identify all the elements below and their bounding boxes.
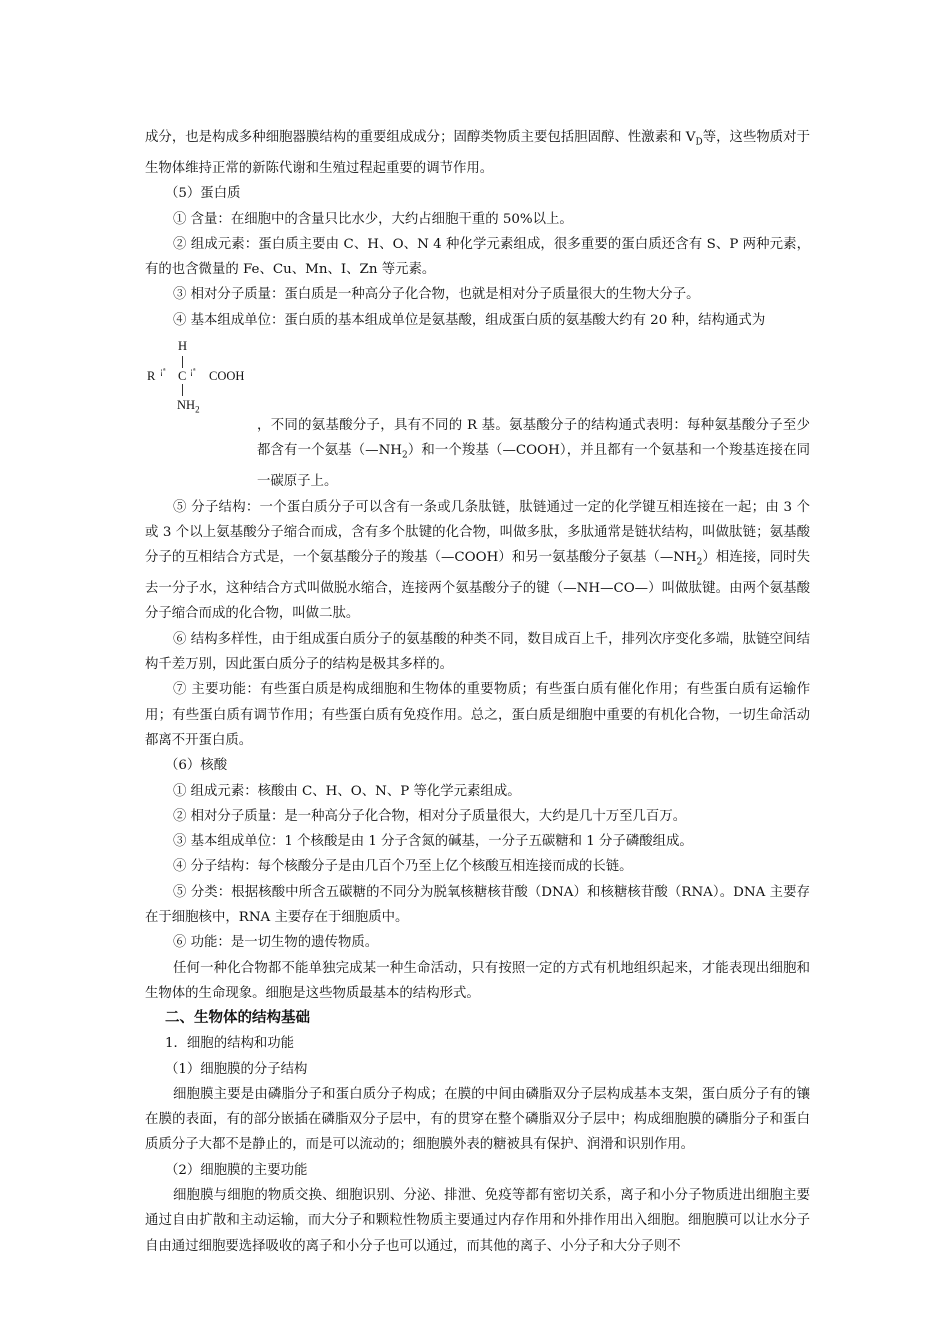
protein-elements: ② 组成元素：蛋白质主要由 C、H、O、N 4 种化学元素组成，很多重要的蛋白质还含有 S、P 两种元素，有的也含微量的 Fe、Cu、Mn、I、Zn 等元素。 <box>145 236 810 278</box>
structure-text-b: ）相连接，同时失去一分子水，这种结合方式叫做脱水缩合，连接两个氨基酸分子的键（—NH—CO—）叫做肽键。由两个氨基酸分子缩合而成的化合物，叫做二肽。 <box>145 550 811 622</box>
protein-diversity: ⑥ 结构多样性，由于组成蛋白质分子的氨基酸的种类不同，数目成百上千，排列次序变化多端，肽链空间结构千差万别，因此蛋白质分子的结构是极其多样的。 <box>145 631 810 673</box>
membrane-title: （1）细胞膜的分子结构 <box>165 1061 308 1077</box>
intro-subscript: D <box>695 137 703 148</box>
nucleic-title: （6）核酸 <box>165 758 228 774</box>
nucleic-classify: ⑤ 分类：根据核酸中所含五碳糖的不同分为脱氧核糖核苷酸（DNA）和核糖核苷酸（RNA）。DNA 主要存在于细胞核中，RNA 主要存在于细胞质中。 <box>145 884 810 926</box>
intro-text-a: 成分，也是构成多种细胞器膜结构的重要组成成分；固醇类物质主要包括胆固醇、性激素和 V <box>145 130 696 145</box>
formula-c: C <box>178 369 187 384</box>
nucleic-mass: ② 相对分子质量：是一种高分子化合物，相对分子质量很大，大约是几十万至几百万。 <box>173 808 687 824</box>
nucleic-unit: ③ 基本组成单位：1 个核酸是由 1 分子含氮的碱基，一分子五碳糖和 1 分子磷酸组成。 <box>173 834 693 850</box>
protein-structure <box>145 495 810 627</box>
protein-function: ⑦ 主要功能：有些蛋白质是构成细胞和生物体的重要物质；有些蛋白质有催化作用；有些蛋白质有运输作用；有些蛋白质有调节作用；有些蛋白质有免疫作用。总之，蛋白质是细胞中重要的有机化合物，一切生命活动都离不开蛋白质。 <box>145 682 810 748</box>
nucleic-structure: ④ 分子结构：每个核酸分子是由几百个乃至上亿个核酸互相连接而成的长链。 <box>173 859 633 875</box>
formula-nh: NH <box>177 398 196 413</box>
followup-text-a: ，不同的氨基酸分子，具有不同的 R 基。氨基酸分子的结构通式表明：每种氨基酸分子至少都含有一个氨基（—NH <box>257 418 810 459</box>
formula-bond-right: ¡ª <box>190 366 196 377</box>
formula-followup <box>145 413 810 495</box>
section-heading: 二、生物体的结构基础 <box>165 1010 310 1027</box>
document-page <box>145 125 810 1259</box>
formula-nh2 <box>177 398 200 415</box>
amino-acid-formula <box>145 333 810 413</box>
section-sub1: 1．细胞的结构和功能 <box>165 1036 295 1052</box>
formula-bond-bottom <box>182 384 183 396</box>
intro-paragraph <box>145 125 810 181</box>
followup-text-b: ）和一个羧基（—COOH），并且都有一个氨基和一个羧基连接在同一碳原子上。 <box>257 443 810 490</box>
protein-mass: ③ 相对分子质量：蛋白质是一种高分子化合物，也就是相对分子质量很大的生物大分子。 <box>173 287 700 303</box>
protein-content: ① 含量：在细胞中的含量只比水少，大约占细胞干重的 50%以上。 <box>173 211 573 227</box>
nucleic-elements: ① 组成元素：核酸由 C、H、O、N、P 等化学元素组成。 <box>173 783 521 799</box>
protein-unit: ④ 基本组成单位：蛋白质的基本组成单位是氨基酸，组成蛋白质的氨基酸大约有 20 种，结构通式为 <box>173 312 766 328</box>
summary-paragraph: 任何一种化合物都不能单独完成某一种生命活动，只有按照一定的方式有机地组织起来，才能表现出细胞和生物体的生命现象。细胞是这些物质最基本的结构形式。 <box>145 960 810 1001</box>
formula-nh-sub: 2 <box>195 404 200 415</box>
nucleic-function: ⑥ 功能：是一切生物的遗传物质。 <box>173 935 379 951</box>
followup-sub: 2 <box>401 451 408 462</box>
formula-bond-top <box>182 356 183 368</box>
formula-r: R <box>147 369 156 384</box>
structure-text-a: ⑤ 分子结构：一个蛋白质分子可以含有一条或几条肽链，肽链通过一定的化学键互相连接在一起；由 3 个或 3 个以上氨基酸分子缩合而成，含有多个肽键的化合物，叫做多肽，多肽通常是链状结构，叫做肽链；氨基酸分子的互相结合方式是，一个氨基酸分子的羧基（—COOH）和另一氨基酸分子氨基（—NH <box>145 499 810 566</box>
membrane-function-title: （2）细胞膜的主要功能 <box>165 1162 308 1178</box>
formula-cooh: COOH <box>209 369 245 384</box>
membrane-function-text: 细胞膜与细胞的物质交换、细胞识别、分泌、排泄、免疫等都有密切关系，离子和小分子物质进出细胞主要通过自由扩散和主动运输，而大分子和颗粒性物质主要通过内存作用和外排作用出入细胞。细胞膜可以让水分子自由通过细胞要选择吸收的离子和小分子也可以通过，而其他的离子、小分子和大分子则不 <box>145 1188 810 1254</box>
membrane-text: 细胞膜主要是由磷脂分子和蛋白质分子构成；在膜的中间由磷脂双分子层构成基本支架，蛋白质分子有的镶在膜的表面，有的部分嵌插在磷脂双分子层中，有的贯穿在整个磷脂双分子层中；构成细胞膜的磷脂分子和蛋白质质分子大都不是静止的，而是可以流动的；细胞膜外表的糖被具有保护、润滑和识别作用。 <box>145 1086 810 1153</box>
formula-bond-left: ¡ª <box>160 366 166 377</box>
structure-sub: 2 <box>696 557 703 568</box>
formula-h: H <box>178 339 188 354</box>
intro-text-b: 等，这些物质对于生物体维持正常的新陈代谢和生殖过程起重要的调节作用。 <box>145 130 810 176</box>
protein-title: （5）蛋白质 <box>165 186 241 202</box>
